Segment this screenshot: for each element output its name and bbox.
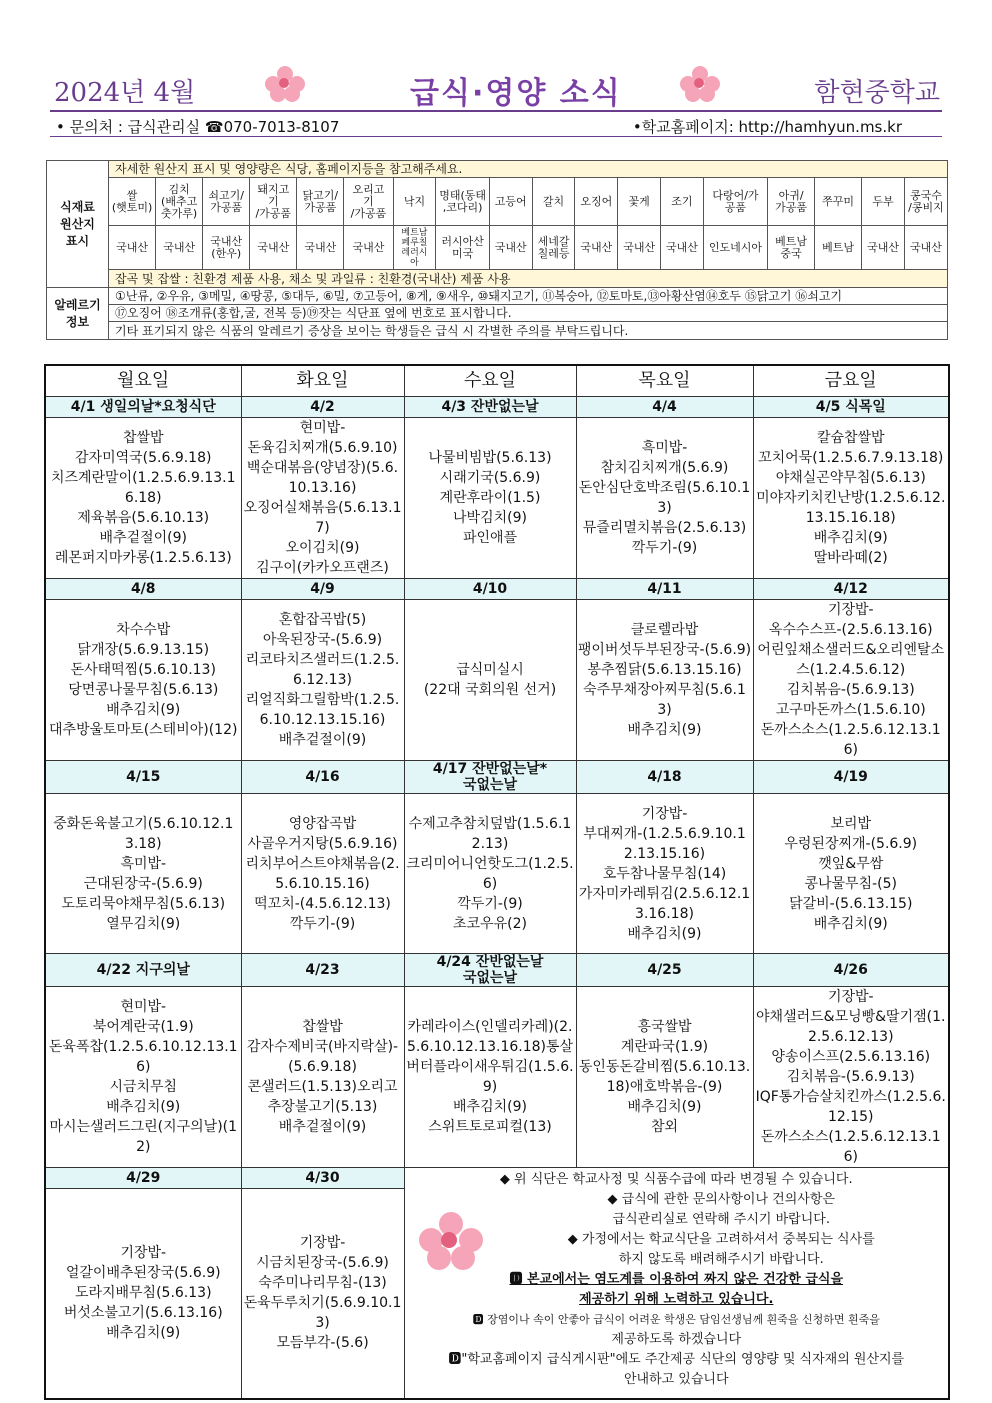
- origin-item: 낙지: [393, 178, 436, 226]
- menu-item: 어린잎채소샐러드&오리엔탈소스(1.2.4.5.6.12): [757, 642, 945, 678]
- origin-country: 국내산 (한우): [203, 226, 250, 270]
- notice-line: ◆ 가정에서는 학교식단을 고려하셔서 중복되는 식사를: [567, 1232, 875, 1247]
- day-header: 목요일: [576, 365, 753, 397]
- menu-item: 미야자키치킨난방(1.2.5.6.12.13.15.16.18): [756, 490, 946, 526]
- header-divider: [50, 110, 942, 112]
- menu-item: 제육볶음(5.6.10.13): [77, 510, 210, 526]
- menu-cell: [576, 794, 753, 954]
- menu-item: 기장밥-: [827, 602, 874, 618]
- menu-item: 찹쌀밥: [122, 430, 164, 446]
- menu-item: 콩나물무침-(5): [804, 875, 897, 892]
- notice-line: 하지 않도록 배려해주시기 바랍니다.: [618, 1252, 824, 1267]
- menu-cell: [753, 794, 949, 954]
- menu-item: 흑미밥-: [641, 440, 688, 456]
- origin-country: 국내산: [344, 226, 393, 270]
- menu-item: 스위트토로피컬(13): [428, 1119, 552, 1135]
- menu-item: 얼갈이배추된장국(5.6.9): [65, 1265, 221, 1282]
- menu-item: 급식미실시: [456, 662, 524, 678]
- date-cell: 4/4: [576, 397, 753, 418]
- menu-item: 대추방울토마토(스테비아)(12): [49, 722, 238, 738]
- origin-country: 베트남 중국: [768, 226, 815, 270]
- menu-item: 크리미어니언핫도그(1.2.5.6): [406, 855, 574, 892]
- origin-item: 콩국수 /콩비지: [904, 178, 947, 226]
- date-cell: 4/10: [404, 579, 576, 600]
- origin-country: 국내산: [250, 226, 297, 270]
- menu-item: 당면콩나물무침(5.6.13): [68, 682, 219, 698]
- origin-item: 갈치: [532, 178, 575, 226]
- origin-item: 쇠고기/ 가공품: [203, 178, 250, 226]
- notice-line: ◆ 급식에 관한 문의사항이나 건의사항은: [607, 1192, 835, 1207]
- menu-item: 야채실곤약무침(5.6.13): [775, 470, 926, 486]
- menu-item: 배추김치(9): [813, 915, 888, 932]
- menu-cell: [241, 1189, 404, 1399]
- day-header: 수요일: [404, 365, 576, 397]
- menu-cell: [241, 987, 404, 1168]
- origin-item: 명태(동태 ,코다리): [436, 178, 489, 226]
- menu-item: 숙주미나리무침-(13): [258, 1275, 387, 1292]
- menu-item: 버섯소불고기(5.6.13.16): [63, 1305, 223, 1322]
- menu-item: 돈육폭찹(1.2.5.6.10.12.13.16): [48, 1039, 238, 1075]
- origin-item: 돼지고 기 /가공품: [250, 178, 297, 226]
- menu-item: 돈사태떡찜(5.6.10.13): [70, 662, 216, 678]
- page-title: 급식·영양 소식: [410, 76, 622, 111]
- menu-item: 도토리묵야채무침(5.6.13): [61, 895, 226, 912]
- date-cell: 4/8: [45, 579, 241, 600]
- menu-item: 리얼직화그릴함박(1.2.5.6.10.12.13.15.16): [245, 692, 400, 728]
- day-header: 금요일: [753, 365, 949, 397]
- origin-country: 국내산: [156, 226, 203, 270]
- menu-item: (22대 국회의원 선거): [423, 682, 557, 698]
- origin-item: 닭고기/ 가공품: [297, 178, 344, 226]
- menu-item: 배추김치(9): [106, 1099, 181, 1115]
- date-cell: 4/3 잔반없는날: [404, 397, 576, 418]
- menu-cell: [753, 600, 949, 761]
- menu-item: 카레라이스(인델리카레)(2.5.6.10.12.13.16.18)통살버터플라이새우튀김(1.5.6.9): [406, 1019, 574, 1095]
- menu-item: 봉추찜닭(5.6.13.15.16): [587, 662, 742, 678]
- menu-cell: [576, 418, 753, 579]
- menu-item: 시금치된장국-(5.6.9): [256, 1255, 389, 1272]
- origin-item: 오징어: [575, 178, 618, 226]
- menu-item: 나박김치(9): [453, 510, 527, 526]
- menu-item: 돈육두루치기(5.6.9.10.13): [243, 1295, 402, 1332]
- contact-divider: [50, 136, 942, 137]
- day-header: 화요일: [241, 365, 404, 397]
- menu-item: 깍두기-(9): [457, 895, 523, 912]
- date-cell: 4/18: [576, 761, 753, 794]
- menu-item: 깍두기-(9): [289, 915, 356, 932]
- origin-country: 인도네시아: [703, 226, 767, 270]
- origin-item: 두부: [862, 178, 905, 226]
- date-cell: 4/9: [241, 579, 404, 600]
- origin-country: 국내산: [109, 226, 156, 270]
- menu-item: 레몬퍼지마카롱(1.2.5.6.13): [54, 550, 232, 566]
- menu-cell: [45, 794, 241, 954]
- menu-item: 혼합잡곡밥(5): [278, 612, 367, 628]
- menu-item: 기장밥-: [641, 805, 688, 822]
- menu-item: 깻잎&무쌈: [818, 855, 884, 872]
- menu-cell: [576, 600, 753, 761]
- origin-country: 베트남: [815, 226, 862, 270]
- date-cell: 4/17 잔반없는날* 국없는날: [404, 761, 576, 794]
- menu-item: 호두참나물무침(14): [602, 865, 727, 882]
- notice-line: 🅳 본교에서는 염도계를 이용하여 짜지 않은 건강한 급식을: [509, 1272, 843, 1287]
- notice-line: 급식관리실로 연락해 주시기 바랍니다.: [612, 1212, 830, 1227]
- menu-item: 배추겉절이(9): [278, 732, 367, 748]
- date-cell: 4/29: [45, 1168, 241, 1189]
- notice-line: 🅳"학교홈페이지 급식게시판"에도 주간제공 식단의 영양량 및 식자재의 원산지를: [448, 1352, 905, 1367]
- origin-note-top: 자세한 원산지 표시 및 영양량은 식당, 홈페이지등을 참고해주세요.: [109, 161, 948, 178]
- menu-item: 배추겉절이(9): [99, 530, 187, 546]
- menu-cell: [404, 600, 576, 761]
- origin-item: 아귀/ 가공품: [768, 178, 815, 226]
- menu-item: 돈까스소스(1.2.5.6.12.13.16): [760, 1129, 941, 1165]
- menu-item: 기장밥-: [299, 1235, 346, 1252]
- menu-cell: [45, 987, 241, 1168]
- menu-item: 배추김치(9): [453, 1099, 527, 1115]
- notice-line: 안내하고 있습니다: [623, 1372, 729, 1387]
- date-cell: 4/26: [753, 954, 949, 987]
- origin-item: 오리고 기 /가공품: [344, 178, 393, 226]
- menu-item: 감자미역국(5.6.9.18): [75, 450, 212, 466]
- menu-item: 차수수밥: [116, 622, 171, 638]
- menu-item: 치즈계란말이(1.2.5.6.9.13.16.18): [50, 470, 236, 506]
- menu-item: 보리밥: [830, 815, 872, 832]
- menu-cell: [241, 794, 404, 954]
- date-cell: 4/16: [241, 761, 404, 794]
- menu-item: 기장밥-: [120, 1245, 167, 1262]
- menu-item: 옥수수스프-(2.5.6.13.16): [768, 622, 933, 638]
- date-cell: 4/24 잔반없는날 국없는날: [404, 954, 576, 987]
- allergy-line-3: 기타 표기되지 않은 식품의 알레르기 증상을 보이는 학생들은 급식 시 각별한 주의를 부탁드립니다.: [109, 322, 948, 340]
- origin-country: 국내산: [575, 226, 618, 270]
- menu-item: 배추김치(9): [106, 1325, 181, 1342]
- menu-item: 배추김치(9): [627, 925, 702, 942]
- menu-item: 뮤즐리멸치볶음(2.5.6.13): [582, 520, 747, 536]
- menu-item: 현미밥-: [299, 420, 346, 436]
- menu-cell: [241, 600, 404, 761]
- menu-item: 고구마돈까스(1.5.6.10): [775, 702, 926, 718]
- flower-icon: [419, 1212, 479, 1268]
- menu-item: 리코타치즈샐러드(1.2.5.6.12.13): [245, 652, 400, 688]
- menu-item: 찹쌀밥: [302, 1019, 343, 1035]
- menu-item: 떡꼬치-(4.5.6.12.13): [254, 895, 391, 912]
- allergy-line-2: ⑰오징어 ⑱조개류(홍합,굴, 전복 등)⑲잣는 식단표 옆에 번호로 표시합니다.: [109, 305, 948, 322]
- menu-item: 닭갈비-(5.6.13.15): [789, 895, 913, 912]
- notice-line: 제공하도록 하겠습니다: [611, 1332, 742, 1347]
- menu-cell: [45, 600, 241, 761]
- menu-item: 흥국쌀밥: [637, 1019, 692, 1035]
- menu-cell: [45, 1189, 241, 1399]
- menu-item: 숙주무채장아찌무침(5.6.13): [583, 682, 746, 718]
- menu-item: 계란후라이(1.5): [439, 490, 541, 506]
- menu-item: 중화돈육불고기(5.6.10.12.13.18): [53, 815, 234, 852]
- menu-item: 도라지배무침(5.6.13): [74, 1285, 212, 1302]
- origin-note-bottom: 잡곡 및 잡쌀 : 친환경 제품 사용, 채소 및 과일류 : 친환경(국내산) 제품 사용: [109, 270, 948, 288]
- menu-item: 팽이버섯두부된장국-(5.6.9): [577, 642, 752, 658]
- menu-item: 감자수제비국(바지락살)-(5.6.9.18): [246, 1039, 399, 1075]
- menu-item: 마시는샐러드그린(지구의날)(12): [49, 1119, 238, 1155]
- menu-item: 시래기국(5.6.9): [439, 470, 541, 486]
- menu-item: 부대찌개-(1.2.5.6.9.10.12.13.15.16): [583, 825, 746, 862]
- origin-country: 국내산: [862, 226, 905, 270]
- origin-country: 세네갈 칠레등: [532, 226, 575, 270]
- menu-item: 우렁된장찌개-(5.6.9): [784, 835, 918, 852]
- menu-cell: [404, 418, 576, 579]
- date-cell: 4/1 생일의날*요청식단: [45, 397, 241, 418]
- origin-item: 조기: [661, 178, 704, 226]
- origin-country: 국내산: [297, 226, 344, 270]
- menu-item: IQF통가슴살치킨까스(1.2.5.6.12.15): [755, 1089, 946, 1125]
- menu-item: 리치부어스트야채볶음(2.5.6.10.15.16): [245, 855, 400, 892]
- menu-item: 오징어실채볶음(5.6.13.17): [243, 500, 402, 536]
- year-month: 2024년 4월: [54, 78, 196, 108]
- menu-item: 파인애플: [462, 530, 518, 546]
- contact-bar: [50, 114, 942, 136]
- menu-cell: [404, 987, 576, 1168]
- origin-country: 국내산: [904, 226, 947, 270]
- menu-item: 백순대볶음(양념장)(5.6.10.13.16): [246, 460, 399, 496]
- menu-item: 영양잡곡밥: [288, 815, 357, 832]
- menu-item: 초코우유(2): [453, 915, 527, 932]
- menu-item: 배추김치(9): [106, 702, 181, 718]
- menu-item: 아욱된장국-(5.6.9): [262, 632, 383, 648]
- menu-item: 모듬부각-(5.6): [276, 1335, 369, 1352]
- header: [50, 62, 942, 111]
- menu-item: 야채샐러드&모닝빵&딸기잼(1.2.5.6.12.13): [756, 1009, 946, 1045]
- menu-item: 나물비빔밥(5.6.13): [428, 450, 552, 466]
- allergy-side-label: 알레르기 정보: [47, 288, 109, 340]
- menu-item: 깍두기-(9): [631, 540, 698, 556]
- homepage-link[interactable]: •학교홈페이지: http://hamhyun.ms.kr: [632, 118, 902, 136]
- menu-item: 근대된장국-(5.6.9): [83, 875, 203, 892]
- menu-item: 김치볶음-(5.6.9.13): [786, 682, 915, 698]
- origin-item: 쭈꾸미: [815, 178, 862, 226]
- date-cell: 4/11: [576, 579, 753, 600]
- origin-item: 김치 (배추고 춧가루): [156, 178, 203, 226]
- notice-box: [404, 1168, 949, 1399]
- menu-cell: [241, 418, 404, 579]
- origin-table: [46, 160, 948, 340]
- menu-item: 배추겉절이(9): [278, 1119, 367, 1135]
- menu-item: 참외: [650, 1119, 679, 1135]
- date-cell: 4/5 식목일: [753, 397, 949, 418]
- menu-item: 딸바라떼(2): [813, 550, 888, 566]
- date-cell: 4/23: [241, 954, 404, 987]
- origin-item: 쌀 (햇토미): [109, 178, 156, 226]
- menu-item: 북어계란국(1.9): [92, 1019, 194, 1035]
- menu-item: 가자미카레튀김(2.5.6.12.13.16.18): [578, 885, 751, 922]
- date-cell: 4/2: [241, 397, 404, 418]
- menu-cell: [404, 794, 576, 954]
- menu-item: 콘샐러드(1.5.13)오리고추장불고기(5.13): [247, 1079, 398, 1115]
- day-header: 월요일: [45, 365, 241, 397]
- origin-country: 러시아산 미국: [436, 226, 489, 270]
- menu-item: 흑미밥-: [120, 855, 167, 872]
- menu-item: 김치볶음-(5.6.9.13): [786, 1069, 915, 1085]
- flower-icon: [680, 66, 718, 100]
- origin-country: 베트남 페루칠 레러시 아: [393, 226, 436, 270]
- date-cell: 4/30: [241, 1168, 404, 1189]
- menu-item: 배추김치(9): [813, 530, 888, 546]
- menu-item: 참치김치찌개(5.6.9): [600, 460, 729, 476]
- date-cell: 4/19: [753, 761, 949, 794]
- origin-country: 국내산: [618, 226, 661, 270]
- menu-item: 배추김치(9): [627, 1099, 702, 1115]
- date-cell: 4/15: [45, 761, 241, 794]
- origin-item: 고등어: [489, 178, 532, 226]
- allergy-line-1: ①난류, ②우유, ③메밀, ④땅콩, ⑤대두, ⑥밀, ⑦고등어, ⑧게, ⑨새우, ⑩돼지고기, ⑪복숭아, ⑫토마토,⑬아황산염⑭호두 ⑮닭고기 ⑯쇠고기: [109, 288, 948, 305]
- menu-item: 현미밥-: [120, 999, 167, 1015]
- menu-item: 김구이(카카오프랜즈): [256, 560, 389, 576]
- notice-line: 🅳 장염이나 속이 안좋아 급식이 어려운 학생은 담임선생님께 흰죽을 신청하면 흰죽을: [472, 1313, 880, 1326]
- menu-item: 클로렐라밥: [630, 622, 699, 638]
- notice-line: 제공하기 위해 노력하고 있습니다.: [579, 1292, 774, 1307]
- menu-cell: [753, 987, 949, 1168]
- menu-cell: [45, 418, 241, 579]
- origin-country: 국내산: [489, 226, 532, 270]
- menu-item: 돈까스소스(1.2.5.6.12.13.16): [760, 722, 941, 758]
- menu-item: 사골우거지탕(5.6.9.16): [247, 835, 398, 852]
- menu-item: 돈안심단호박조림(5.6.10.13): [578, 480, 751, 516]
- date-cell: 4/12: [753, 579, 949, 600]
- menu-item: 열무김치(9): [106, 915, 181, 932]
- menu-item: 배추김치(9): [627, 722, 702, 738]
- menu-item: 계란파국(1.9): [620, 1039, 709, 1055]
- origin-item: 다랑어/가 공품: [703, 178, 767, 226]
- menu-item: 동인동돈갈비찜(5.6.10.13.18)애호박볶음-(9): [578, 1059, 751, 1095]
- origin-side-label: 식재료 원산지 표시: [47, 161, 109, 288]
- flower-icon: [265, 66, 303, 100]
- menu-item: 오이김치(9): [285, 540, 360, 556]
- menu-item: 돈육김치찌개(5.6.9.10): [247, 440, 398, 456]
- inquiry-text: • 문의처 : 급식관리실 ☎070-7013-8107: [56, 118, 340, 136]
- notice-line: ◆ 위 식단은 학교사정 및 식품수급에 따라 변경될 수 있습니다.: [499, 1172, 853, 1187]
- school-name: 함현중학교: [814, 78, 940, 108]
- menu-cell: [753, 418, 949, 579]
- menu-cell: [576, 987, 753, 1168]
- menu-item: 기장밥-: [827, 989, 874, 1005]
- menu-item: 닭개장(5.6.9.13.15): [77, 642, 210, 658]
- origin-country: 국내산: [661, 226, 704, 270]
- date-cell: 4/22 지구의날: [45, 954, 241, 987]
- menu-item: 양송이스프(2.5.6.13.16): [771, 1049, 931, 1065]
- menu-item: 칼슘찹쌀밥: [816, 430, 885, 446]
- menu-item: 수제고추참치덮밥(1.5.6.12.13): [408, 815, 572, 852]
- date-cell: 4/25: [576, 954, 753, 987]
- menu-item: 꼬치어묵(1.2.5.6.7.9.13.18): [758, 450, 944, 466]
- origin-item: 꽃게: [618, 178, 661, 226]
- weekly-menu-table: [44, 364, 950, 1400]
- menu-item: 시금치무침: [109, 1079, 178, 1095]
